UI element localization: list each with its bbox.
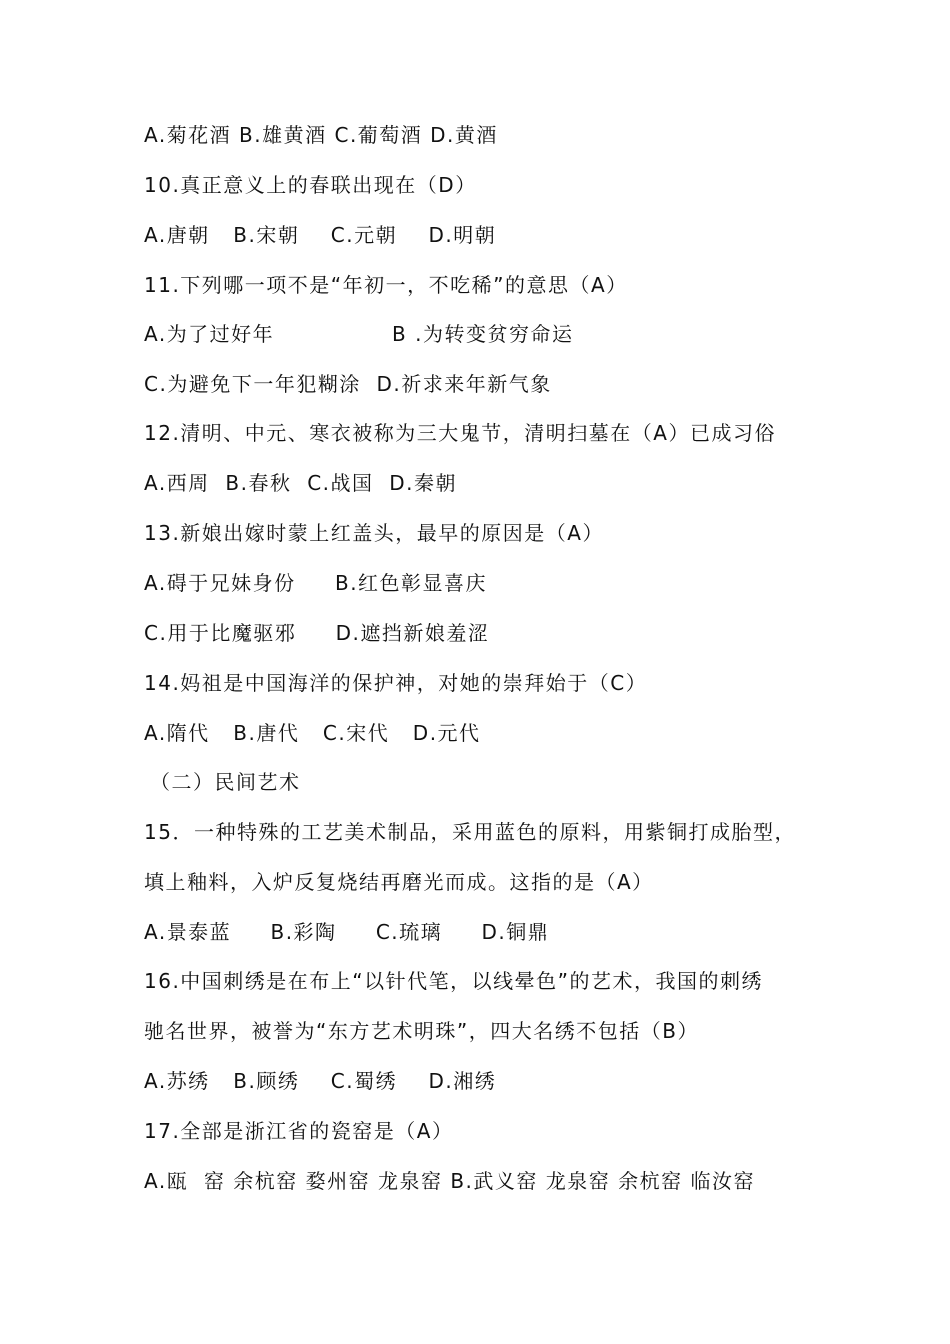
option-line-q11-b: C.为避免下一年犯糊涂 D.祈求来年新气象 — [144, 372, 552, 396]
question-14: 14.妈祖是中国海洋的保护神，对她的崇拜始于（C） — [144, 671, 648, 695]
option-line-q17: A.瓯 窑 余杭窑 婺州窑 龙泉窑 B.武义窑 龙泉窑 余杭窑 临汝窑 — [144, 1169, 755, 1193]
option-line-q13-b: C.用于比魔驱邪 D.遮挡新娘羞涩 — [144, 621, 490, 645]
question-16-line-1: 16.中国刺绣是在布上“以针代笔，以线晕色”的艺术，我国的刺绣 — [144, 969, 764, 993]
question-15-line-2: 填上釉料，入炉反复烧结再磨光而成。这指的是（A） — [144, 870, 654, 894]
question-17: 17.全部是浙江省的瓷窑是（A） — [144, 1119, 454, 1143]
question-15-line-1: 15．一种特殊的工艺美术制品，采用蓝色的原料，用紫铜打成胎型， — [144, 820, 796, 844]
option-line-q14: A.隋代 B.唐代 C.宋代 D.元代 — [144, 721, 481, 745]
question-11: 11.下列哪一项不是“年初一，不吃稀”的意思（A） — [144, 273, 628, 297]
question-12: 12.清明、中元、寒衣被称为三大鬼节，清明扫墓在（A）已成习俗 — [144, 421, 776, 445]
question-10: 10.真正意义上的春联出现在（D） — [144, 173, 477, 197]
option-line-q11-a: A.为了过好年 B .为转变贫穷命运 — [144, 322, 574, 346]
option-line-q13-a: A.碍于兄妹身份 B.红色彰显喜庆 — [144, 571, 488, 595]
section-heading: （二）民间艺术 — [150, 770, 301, 794]
option-line-q16: A.苏绣 B.顾绣 C.蜀绣 D.湘绣 — [144, 1069, 497, 1093]
option-line-q15: A.景泰蓝 B.彩陶 C.琉璃 D.铜鼎 — [144, 920, 550, 944]
question-13: 13.新娘出嫁时蒙上红盖头，最早的原因是（A） — [144, 521, 604, 545]
option-line-q10: A.唐朝 B.宋朝 C.元朝 D.明朝 — [144, 223, 497, 247]
option-line-q9: A.菊花酒 B.雄黄酒 C.葡萄酒 D.黄酒 — [144, 123, 498, 147]
question-16-line-2: 驰名世界，被誉为“东方艺术明珠”，四大名绣不包括（B） — [144, 1019, 699, 1043]
option-line-q12: A.西周 B.春秋 C.战国 D.秦朝 — [144, 471, 457, 495]
